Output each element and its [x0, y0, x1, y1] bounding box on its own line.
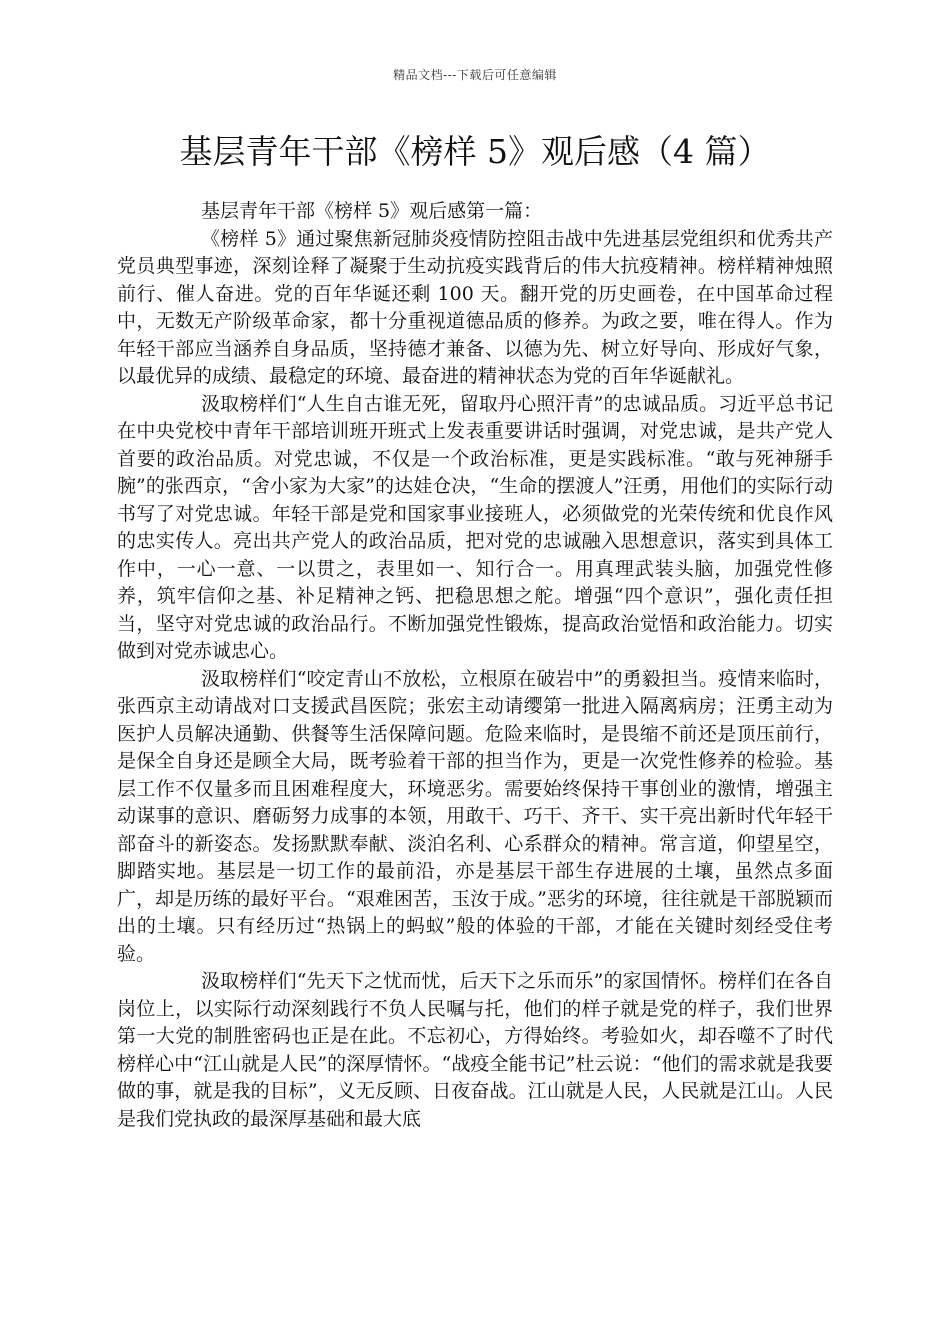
paragraph-3: 汲取榜样们“咬定青山不放松，立根原在破岩中”的勇毅担当。疫情来临时，张西京主动请战对口支援武昌医院；张宏主动请缨第一批进入隔离病房；汪勇主动为医护人员解决通勤、供餐等生活保障问题。危险来临时，是畏缩不前还是顶压前行，是保全自身还是顾全大局，既考验着干部的担当作为，更是一次党性修养的检验。基层工作不仅量多而且困难程度大，环境恶劣。需要始终保持干事创业的激情，增强主动谋事的意识、磨砺努力成事的本领，用敢干、巧干、齐干、实干亮出新时代年轻干部奋斗的新姿态。发扬默默奉献、淡泊名利、心系群众的精神。常言道，仰望星空，脚踏实地。基层是一切工作的最前沿，亦是基层干部生存进展的土壤，虽然点多面广，却是历练的最好平台。“艰难困苦，玉汝于成。”恶劣的环境，往往就是干部脱颖而出的土壤。只有经历过“热锅上的蚂蚁”般的体验的干部，才能在关键时刻经受住考验。 — [117, 667, 833, 965]
paragraph-1: 《榜样 5》通过聚焦新冠肺炎疫情防控阻击战中先进基层党组织和优秀共产党员典型事迹，深刻诠释了凝聚于生动抗疫实践背后的伟大抗疫精神。榜样精神烛照前行、催人奋进。党的百年华诞还剩 100 天。翻开党的历史画卷，在中国革命过程中，无数无产阶级革命家，都十分重视道德品质的修养。为政之要，唯在得人。作为年轻干部应当涵养自身品质，坚持德才兼备、以德为先、树立好导向、形成好气象，以最优异的成绩、最稳定的环境、最奋进的精神状态为党的百年华诞献礼。 — [117, 227, 833, 387]
document-title: 基层青年干部《榜样 5》观后感（4 篇） — [179, 132, 771, 171]
header-note: 精品文档---下载后可任意编辑 — [393, 68, 557, 82]
paragraph-2: 汲取榜样们“人生自古谁无死，留取丹心照汗青”的忠诚品质。习近平总书记在中央党校中青年干部培训班开班式上发表重要讲话时强调，对党忠诚，是共产党人首要的政治品质。对党忠诚，不仅是一个政治标准，更是实践标准。“敢与死神掰手腕”的张西京，“舍小家为大家”的达娃仓决，“生命的摆渡人”汪勇，用他们的实际行动书写了对党忠诚。年轻干部是党和国家事业接班人，必须做党的光荣传统和优良作风的忠实传人。亮出共产党人的政治品质，把对党的忠诚融入思想意识，落实到具体工作中，一心一意、一以贯之，表里如一、知行合一。用真理武装头脑，加强党性修养，筑牢信仰之基、补足精神之钙、把稳思想之舵。增强“四个意识”，强化责任担当，坚守对党忠诚的政治品行。不断加强党性锻炼，提高政治觉悟和政治能力。切实做到对党赤诚忠心。 — [117, 392, 833, 662]
section-heading: 基层青年干部《榜样 5》观后感第一篇： — [201, 200, 543, 222]
document-body — [117, 198, 833, 1133]
paragraph-4: 汲取榜样们“先天下之忧而忧，后天下之乐而乐”的家国情怀。榜样们在各自岗位上，以实际行动深刻践行不负人民嘱与托，他们的样子就是党的样子，我们世界第一大党的制胜密码也正是在此。不忘初心，方得始终。考验如火，却吞噬不了时代榜样心中“江山就是人民”的深厚情怀。“战疫全能书记”杜云说：“他们的需求就是我要做的事，就是我的目标”，义无反顾、日夜奋战。江山就是人民，人民就是江山。人民是我们党执政的最深厚基础和最大底 — [117, 970, 833, 1130]
